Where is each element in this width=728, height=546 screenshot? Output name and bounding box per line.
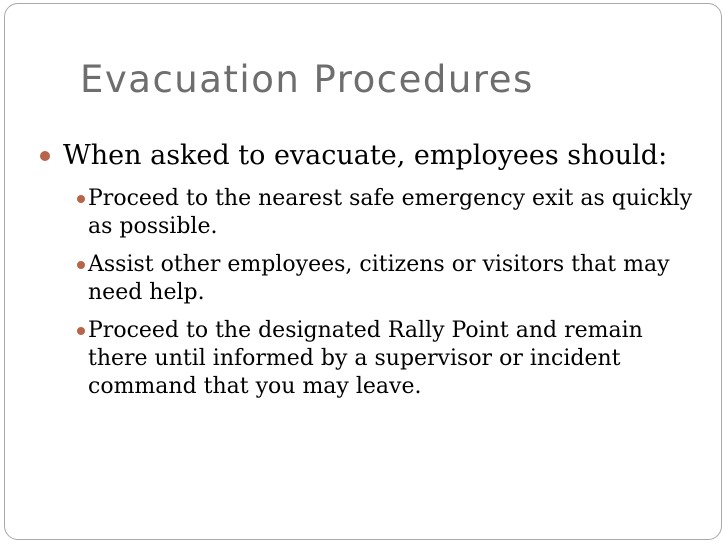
bullet-text: When asked to evacuate, employees should:: [63, 140, 668, 171]
sub-bullet-text: Proceed to the nearest safe emergency exit as quickly as possible.: [88, 186, 693, 239]
sub-bullet-list: [40, 185, 700, 401]
sub-bullet-item: [40, 185, 700, 241]
bullet-item: [40, 138, 700, 173]
bullet-dot-icon: [77, 195, 85, 203]
slide-body: [40, 138, 700, 411]
sub-bullet-text: Proceed to the designated Rally Point and remain there until informed by a supervisor or incident command that you may leave.: [88, 318, 643, 399]
sub-bullet-text: Assist other employees, citizens or visitors that may need help.: [88, 252, 670, 305]
bullet-dot-icon: [40, 151, 50, 161]
sub-bullet-item: [40, 251, 700, 307]
sub-bullet-item: [40, 317, 700, 401]
slide-title: Evacuation Procedures: [80, 58, 534, 101]
bullet-dot-icon: [77, 261, 85, 269]
bullet-dot-icon: [77, 327, 85, 335]
